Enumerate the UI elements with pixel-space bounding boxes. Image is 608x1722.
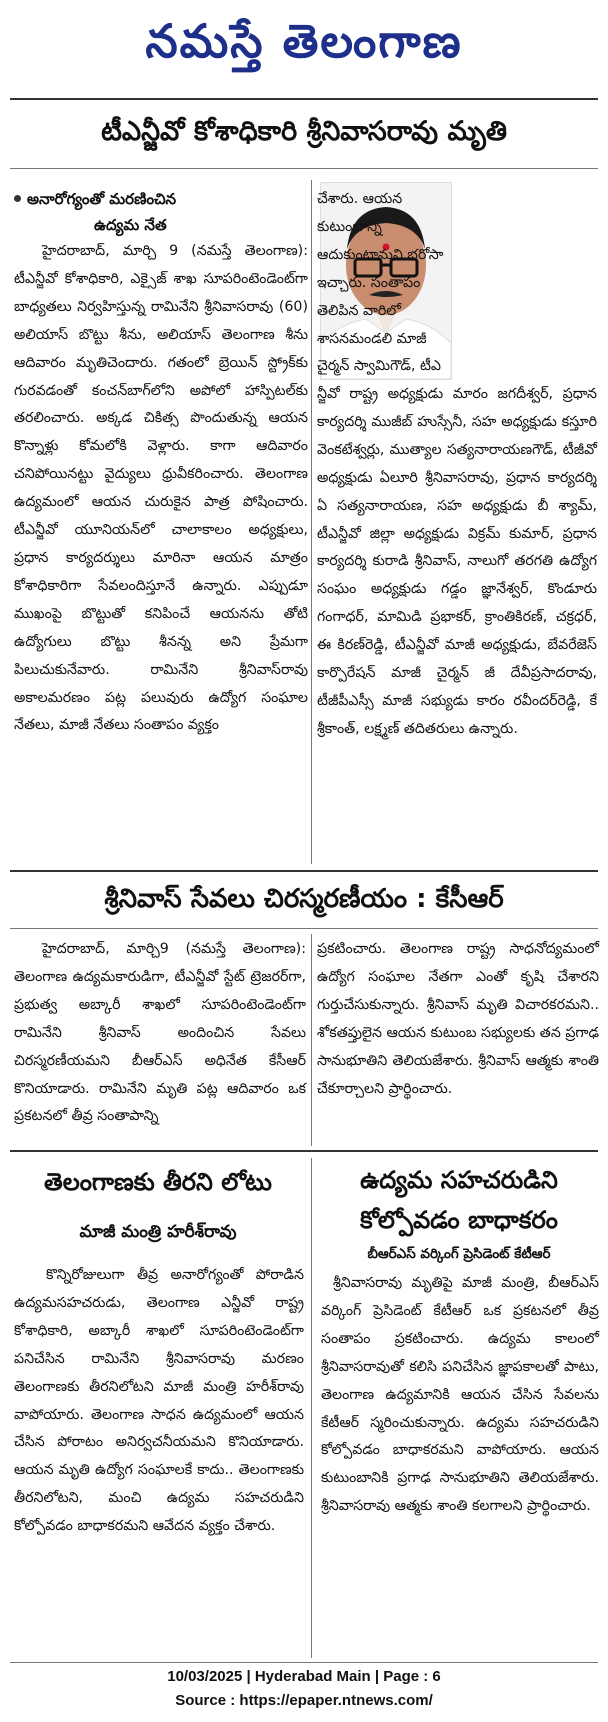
story1-body-right-wide: న్జీవో రాష్ట్ర అధ్యక్షుడు మారం జగదీశ్వర్, ప్రధాన కార్యదర్శి ముజీబ్ హుస్సేనీ, సహ అధ్యక్షుడు కస్తూరి వెంకటేశ్వర్లు, ముత్యాల సత్యనారాయణగౌడ్, టీజీవో అధ్యక్షుడు ఏలూరి శ్రీనివాసరావు, ప్రధాన కార్యదర్శి ఏ సత్యనారాయణ, సహ అధ్యక్షుడు బీ శ్యామ్, టీఎన్జీవో జిల్లా అధ్యక్షుడు విక్రమ్ కుమార్, ప్రధాన కార్యదర్శి కురాడి శ్రీనివాస్, నాలుగో తరగతి ఉద్యోగ సంఘం అధ్యక్షుడు గడ్డం జ్ఞానేశ్వర్, కొండూరు గంగాధర్, మామిడి ప్రభాకర్, క్రాంతికిరణ్, చక్రధర్, ఈ కిరణ్‌రెడ్డి, టీఎన్జీవో మాజీ అధ్యక్షుడు, బేవరేజెస్ కార్పొరేషన్ మాజీ చైర్మన్ జీ దేవీప్రసాదరావు, టీజీపీఎస్సీ మాజీ సభ్యుడు కారం రవీందర్‌రెడ్డి, కే శ్రీకాంత్, లక్ష్మణ్ తదితరులు ఉన్నారు. [317,386,597,737]
story2-headline: శ్రీనివాస్ సేవలు చిరస్మరణీయం : కేసీఆర్ [104,884,504,914]
bullet-icon [14,195,21,202]
story1-body-left: హైదరాబాద్, మార్చి 9 (నమస్తే తెలంగాణ): టీఎన్జీవో కోశాధికారి, ఎక్సైజ్ శాఖ సూపరింటెండెంట్‌గా బాధ్యతలు నిర్వహిస్తున్న రామినేని శ్రీనివాసరావు (60) అలియాస్ బొట్టు శీను, అలియాస్ తెలంగాణ శీను ఆదివారం మృతిచెందారు. గతంలో బ్రెయిన్ స్ట్రోక్‌కు గురవడంతో కంచన్‌బాగ్‌లోని అపోలో హాస్పిటల్‌కు తరలించారు. అక్కడ చికిత్స పొందుతున్న ఆయన కొన్నాళ్లు కోమలోకి వెళ్లారు. కాగా ఆదివారం చనిపోయినట్టు వైద్యులు ధ్రువీకరించారు. తెలంగాణ ఉద్యమంలో ఆయన చురుకైన పాత్ర పోషించారు. టీఎన్జీవో యూనియన్‌లో చాలాకాలం అధ్యక్షులు, ప్రధాన కార్యదర్శులు మారినా ఆయన మాత్రం కోశాధికారిగా సేవలందిస్తూనే ఉన్నారు. ఎప్పుడూ ముఖంపై బొట్టుతో కనిపించే ఆయనను తోటి ఉద్యోగులు బొట్టు శీనన్న అని ప్రేమగా పిలుచుకునేవారు. రామినేని శ్రీనివాస్‌రావు అకాలమరణం పట్ల పలువురు ఉద్యోగ సంఘాల నేతలు, మాజీ నేతలు సంతాపం వ్యక్తం [14,243,308,734]
story3-byline: మాజీ మంత్రి హరీశ్‌రావు [79,1222,237,1242]
story4-headline-line2: కోల్పోవడం బాధాకరం [360,1206,558,1234]
story1-right-narrow-column [317,186,454,381]
story3-headline: తెలంగాణకు తీరని లోటు [44,1168,272,1196]
footer-date-edition: 10/03/2025 | Hyderabad Main | Page : 6 [167,1668,441,1685]
story4-column [321,1270,599,1521]
story2-left-column [14,936,306,1131]
story4-headline [317,1160,601,1240]
story2-body-left: హైదరాబాద్, మార్చి9 (నమస్తే తెలంగాణ): తెలంగాణ ఉద్యమకారుడిగా, టీఎన్జీవో స్టేట్ ట్రెజరర్‌గా, ప్రభుత్వ అబ్కారీ శాఖలో సూపరింటెండెంట్‌గా రామినేని శ్రీనివాస్ అందించిన సేవలు చిరస్మరణీయమని బీఆర్‌ఎస్ అధినేత కేసీఆర్ కొనియాడారు. రామినేని మృతి పట్ల ఆదివారం ఒక ప్రకటనలో తీవ్ర సంతాపాన్ని [14,941,306,1125]
story1-kicker-line1: అనారోగ్యంతో మరణించిన [27,190,177,208]
story1-body-right-narrow: చేశారు. ఆయన కుటుంబాన్ని ఆదుకుంటామని భరోసా ఇచ్చారు. సంతాపం తెలిపిన వారిలో శాసనమండలి మాజీ చైర్మన్ స్వామిగౌడ్, టీఎ [317,191,444,375]
story1-right-wide-column [317,381,597,744]
story1-headline: టీఎన్జీవో కోశాధికారి శ్రీనివాసరావు మృతి [101,116,507,147]
story4-byline: బీఆర్‌ఎస్ వర్కింగ్ ప్రెసిడెంట్ కేటీఆర్ [367,1246,551,1262]
story2-body-right: ప్రకటించారు. తెలంగాణ రాష్ట్ర సాధనోద్యమంలో ఉద్యోగ సంఘాల నేతగా ఎంతో కృషి చేశారని గుర్తుచేసుకున్నారు. శ్రీనివాస్ మృతి విచారకరమని.. శోకతప్తులైన ఆయన కుటుంబ సభ్యులకు తన ప్రగాఢ సానుభూతిని తెలియజేశారు. శ్రీనివాస్ ఆత్మకు శాంతి చేకూర్చాలని ప్రార్థించారు. [317,941,599,1097]
story1-bottom-rule [10,870,598,872]
story2-bottom-rule [10,1150,598,1152]
story4-headline-line1: ఉద్యమ సహచరుడిని [360,1166,558,1194]
story3-column [14,1262,304,1541]
footer-source: Source : https://epaper.ntnews.com/ [175,1692,433,1709]
story1-left-column [14,186,308,740]
story3-4-divider [311,1158,312,1658]
story3-body: కొన్నిరోజులుగా తీవ్ర అనారోగ్యంతో పోరాడిన ఉద్యమసహచరుడు, తెలంగాణ ఎన్జీవో రాష్ట్ర కోశాధికారి, అబ్కారీ శాఖలో సూపరింటెండెంట్‌గా పనిచేసిన రామినేని శ్రీనివాసరావు మరణం తెలంగాణకు తీరనిలోటని మాజీ మంత్రి హరీశ్‌రావు వాపోయారు. తెలంగాణ సాధన ఉద్యమంలో ఆయన చేసిన పోరాటం అనిర్వచనీయమని కొనియాడారు. ఆయన మృతి ఉద్యోగ సంఘాలకే కాదు.. తెలంగాణకు తీరనిలోటని, మంచి ఉద్యమ సహచరుడిని కోల్పోవడం బాధాకరమని ఆవేదన వ్యక్తం చేశారు. [14,1267,304,1535]
story2-right-column [317,936,599,1103]
story4-body: శ్రీనివాసరావు మృతిపై మాజీ మంత్రి, బీఆర్‌ఎస్ వర్కింగ్ ప్రెసిడెంట్ కేటీఆర్ ఒక ప్రకటనలో తీవ్ర సంతాపం ప్రకటించారు. ఉద్యమ కాలంలో శ్రీనివాసరావుతో కలిసి పనిచేసిన జ్ఞాపకాలతో పాటు, తెలంగాణ ఉద్యమానికి ఆయన చేసిన సేవలను కేటీఆర్ స్మరించుకున్నారు. ఉద్యమ సహచరుడిని కోల్పోవడం బాధాకరమని వాపోయారు. ఆయన కుటుంబానికి ప్రగాఢ సానుభూతిని తెలియజేశారు. శ్రీనివాసరావు ఆత్మకు శాంతి కలగాలని ప్రార్థించారు. [321,1275,599,1515]
story1-kicker [14,186,308,238]
masthead [0,0,608,96]
story1-kicker-line2: ఉద్యమ నేత [94,216,167,234]
masthead-divider [10,98,598,100]
newspaper-logo: నమస్తే తెలంగాణ [145,14,463,68]
story2-column-divider [311,934,312,1146]
page-bottom-rule [10,1662,598,1663]
story1-rule [10,168,598,169]
story2-rule [10,928,598,929]
story1-column-divider [311,180,312,864]
